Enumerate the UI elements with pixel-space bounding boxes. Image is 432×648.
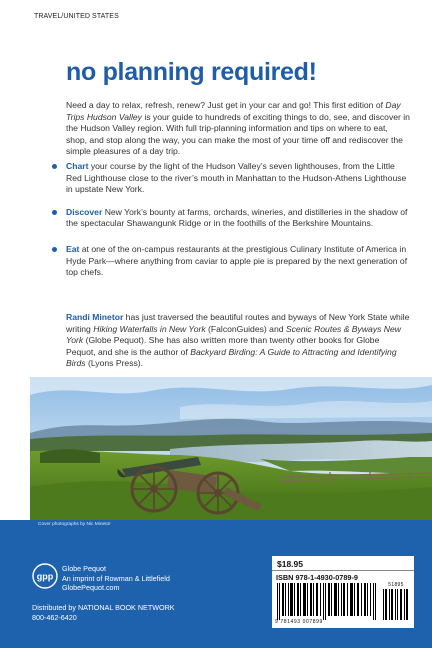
feature-text: New York’s bounty at farms, orchards, wineries, and distilleries in the shadow of the spectacular Shawangunk Ridge or in the foothills of the Berkshire Mountains.: [66, 206, 408, 229]
isbn: ISBN 978-1-4930-0789-9: [276, 573, 358, 582]
bio-text: (Lyons Press).: [85, 358, 144, 369]
intro-text: is your guide to hundreds of exciting things to do, see, and discover in the Hudson Valley region. With full trip-planning information and tips on where to eat, shop, and stop along the way, you can make the most of your time off and rediscover the simple pleasures of a day trip.: [66, 111, 410, 157]
photo-credit: Cover photographs by Nic Minetor: [38, 522, 111, 527]
publisher-info: [62, 564, 170, 593]
gpp-logo-icon: [32, 563, 58, 589]
bullet-icon: [52, 210, 57, 215]
barcode-digits: 9 781493 007899: [275, 619, 323, 625]
feature-item-eat: [52, 244, 412, 279]
bio-text: has just traversed the beautiful routes and byways of New York State while writing: [66, 312, 410, 334]
distribution-info: [32, 603, 175, 622]
intro-paragraph: [66, 100, 411, 158]
publisher-imprint: An imprint of Rowman & Littlefield: [62, 573, 170, 583]
feature-text: at one of the on-campus restaurants at the prestigious Culinary Institute of America in Hyde Park—where anything from caviar to apple pie is prepared by the next generation of top chefs.: [66, 243, 408, 278]
book-title: Backyard Birding: A Guide to Attracting and Identifying Birds: [66, 346, 397, 369]
publisher-website: GlobePequot.com: [62, 583, 120, 592]
cover-photo: [30, 377, 432, 520]
bio-text: (FalconGuides) and: [205, 323, 286, 334]
distributor-line: Distributed by NATIONAL BOOK NETWORK: [32, 603, 175, 612]
feature-item-discover: [52, 207, 412, 230]
book-title: Scenic Routes & Byways New York: [66, 323, 401, 346]
barcode-icon: [275, 583, 379, 620]
feature-item-chart: [52, 161, 412, 196]
logo-text: gpp: [36, 571, 54, 582]
distributor-phone: 800-462-6420: [32, 612, 77, 622]
author-bio: [66, 312, 411, 370]
intro-text: Need a day to relax, refresh, renew? Just get in your car and go! This first edition of: [66, 100, 386, 110]
addon-digits: 51895: [388, 582, 404, 588]
category-label: TRAVEL/UNITED STATES: [34, 13, 119, 20]
author-name: Randi Minetor: [66, 312, 124, 322]
barcode-panel: [272, 556, 414, 628]
divider: [272, 570, 414, 571]
publisher-name: Globe Pequot: [62, 564, 106, 573]
feature-list: [52, 161, 412, 290]
book-title: Day Trips Hudson Valley: [66, 100, 401, 122]
headline: no planning required!: [66, 58, 317, 86]
price: $18.95: [277, 559, 303, 569]
book-title: Hiking Waterfalls in New York: [93, 323, 206, 334]
bio-text: (Globe Pequot). She has also written more than twenty other books for Globe Pequot, and she is the author of: [66, 335, 380, 357]
bullet-icon: [52, 247, 57, 252]
feature-lead: Discover: [66, 206, 103, 217]
feature-lead: Eat: [66, 243, 80, 254]
feature-lead: Chart: [66, 161, 89, 171]
feature-text: your course by the light of the Hudson Valley’s seven lighthouses, from the Little Red Lighthouse close to the river’s mouth in Manhattan to the Hudson-Athens Lighthouse in upstate New York.: [66, 161, 407, 195]
addon-barcode-icon: [382, 587, 410, 620]
bullet-icon: [52, 164, 57, 169]
